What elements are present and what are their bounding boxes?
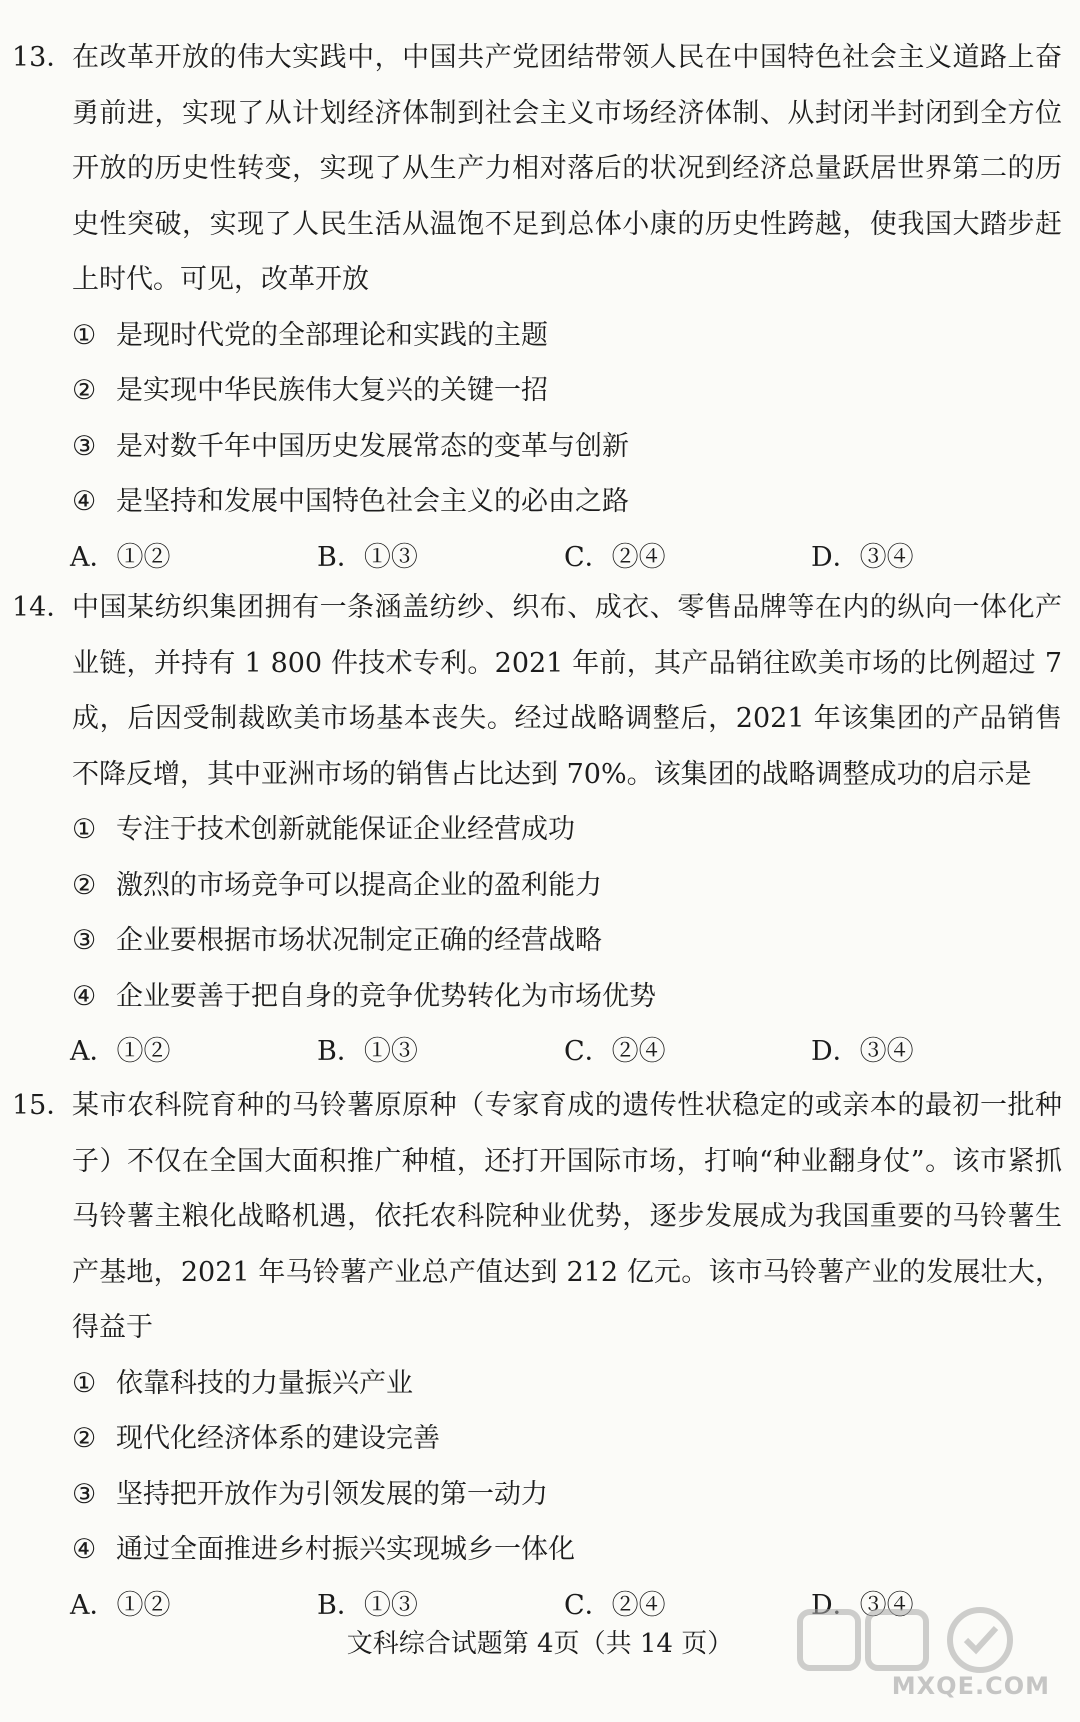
option-text: 是坚持和发展中国特色社会主义的必由之路 — [116, 486, 629, 517]
option-text: 是现时代党的全部理论和实践的主题 — [116, 319, 548, 351]
option-text: 依靠科技的力量振兴产业 — [116, 1367, 413, 1399]
option-mark: ① — [72, 814, 97, 845]
option-text: 是对数千年中国历史发展常态的变革与创新 — [116, 430, 629, 462]
answer-choice-d: D．③④ — [811, 1036, 914, 1067]
answer-choice-b: B．①③ — [317, 1589, 418, 1621]
question-stem — [12, 30, 1062, 308]
option-2 — [72, 858, 1062, 914]
option-1 — [72, 802, 1062, 858]
option-mark: ② — [72, 869, 97, 901]
question-number: 13． — [12, 42, 74, 73]
watermark-logo-icon — [790, 1600, 1060, 1680]
answer-choice-a: A．①② — [70, 1589, 171, 1621]
option-text: 企业要根据市场状况制定正确的经营战略 — [116, 925, 602, 956]
option-3 — [72, 1467, 1062, 1523]
watermark — [790, 1600, 1060, 1710]
option-mark: ④ — [72, 1534, 97, 1565]
option-text: 坚持把开放作为引领发展的第一动力 — [116, 1478, 548, 1510]
option-mark: ① — [72, 1367, 97, 1399]
option-mark: ② — [72, 375, 97, 406]
question-14 — [12, 580, 1062, 1080]
question-13 — [12, 30, 1062, 586]
option-4 — [72, 1522, 1062, 1578]
option-1 — [72, 1356, 1062, 1412]
answer-choice-b: B．①③ — [317, 541, 418, 573]
answer-choice-b: B．①③ — [317, 1036, 418, 1067]
option-4 — [72, 969, 1062, 1025]
option-text: 企业要善于把自身的竞争优势转化为市场优势 — [116, 980, 656, 1012]
answer-choices — [70, 530, 1062, 586]
answer-choice-d: D．③④ — [811, 541, 914, 573]
option-text: 激烈的市场竞争可以提高企业的盈利能力 — [116, 869, 602, 901]
answer-choices — [70, 1024, 1062, 1080]
option-3 — [72, 419, 1062, 475]
option-1 — [72, 308, 1062, 364]
option-text: 通过全面推进乡村振兴实现城乡一体化 — [116, 1534, 575, 1565]
option-text: 现代化经济体系的建设完善 — [116, 1423, 440, 1454]
option-mark: ④ — [72, 486, 97, 517]
watermark-text: MXQE.COM — [891, 1672, 1050, 1700]
option-mark: ① — [72, 319, 97, 351]
answer-choice-c: C．②④ — [564, 1036, 666, 1067]
question-text: 在改革开放的伟大实践中，中国共产党团结带领人民在中国特色社会主义道路上奋勇前进，实现了从计划经济体制到社会主义市场经济体制、从封闭半封闭到全方位开放的历史性转变，实现了从生产力相对落后的状况到经济总量跃居世界第二的历史性突破，实现了人民生活从温饱不足到总体小康的历史性跨越，使我国大踏步赶上时代。可见，改革开放 — [72, 42, 1062, 295]
option-mark: ③ — [72, 430, 97, 462]
option-mark: ③ — [72, 1478, 97, 1510]
option-2 — [72, 363, 1062, 419]
answer-choice-a: A．①② — [70, 1036, 171, 1067]
answer-choice-c: C．②④ — [564, 541, 666, 573]
page-footer: 文科综合试题第 4页（共 14 页） — [346, 1629, 734, 1659]
option-mark: ③ — [72, 925, 97, 956]
question-15 — [12, 1078, 1062, 1634]
question-stem — [12, 580, 1062, 802]
option-4 — [72, 474, 1062, 530]
question-text: 某市农科院育种的马铃薯原原种（专家育成的遗传性状稳定的或亲本的最初一批种子）不仅在全国大面积推广种植，还打开国际市场，打响“种业翻身仗”。该市紧抓马铃薯主粮化战略机遇，依托农科院种业优势，逐步发展成为我国重要的马铃薯生产基地，2021 年马铃薯产业总产值达到 212 亿元。该市马铃薯产业的发展壮大，得益于 — [72, 1090, 1062, 1343]
option-3 — [72, 913, 1062, 969]
option-text: 是实现中华民族伟大复兴的关键一招 — [116, 375, 548, 406]
answer-choice-d: D．③④ — [811, 1589, 914, 1621]
question-number: 14． — [12, 592, 74, 623]
question-stem — [12, 1078, 1062, 1356]
answer-choice-c: C．②④ — [564, 1589, 666, 1621]
question-number: 15． — [12, 1090, 74, 1121]
option-text: 专注于技术创新就能保证企业经营成功 — [116, 814, 575, 845]
answer-choice-a: A．①② — [70, 541, 171, 573]
option-2 — [72, 1411, 1062, 1467]
option-mark: ② — [72, 1423, 97, 1454]
question-text: 中国某纺织集团拥有一条涵盖纺纱、织布、成衣、零售品牌等在内的纵向一体化产业链，并持有 1 800 件技术专利。2021 年前，其产品销往欧美市场的比例超过 7 成，后因受制裁欧美市场基本丧失。经过战略调整后，2021 年该集团的产品销售不降反增，其中亚洲市场的销售占比达到 70%。该集团的战略调整成功的启示是 — [72, 592, 1062, 790]
option-mark: ④ — [72, 980, 97, 1012]
